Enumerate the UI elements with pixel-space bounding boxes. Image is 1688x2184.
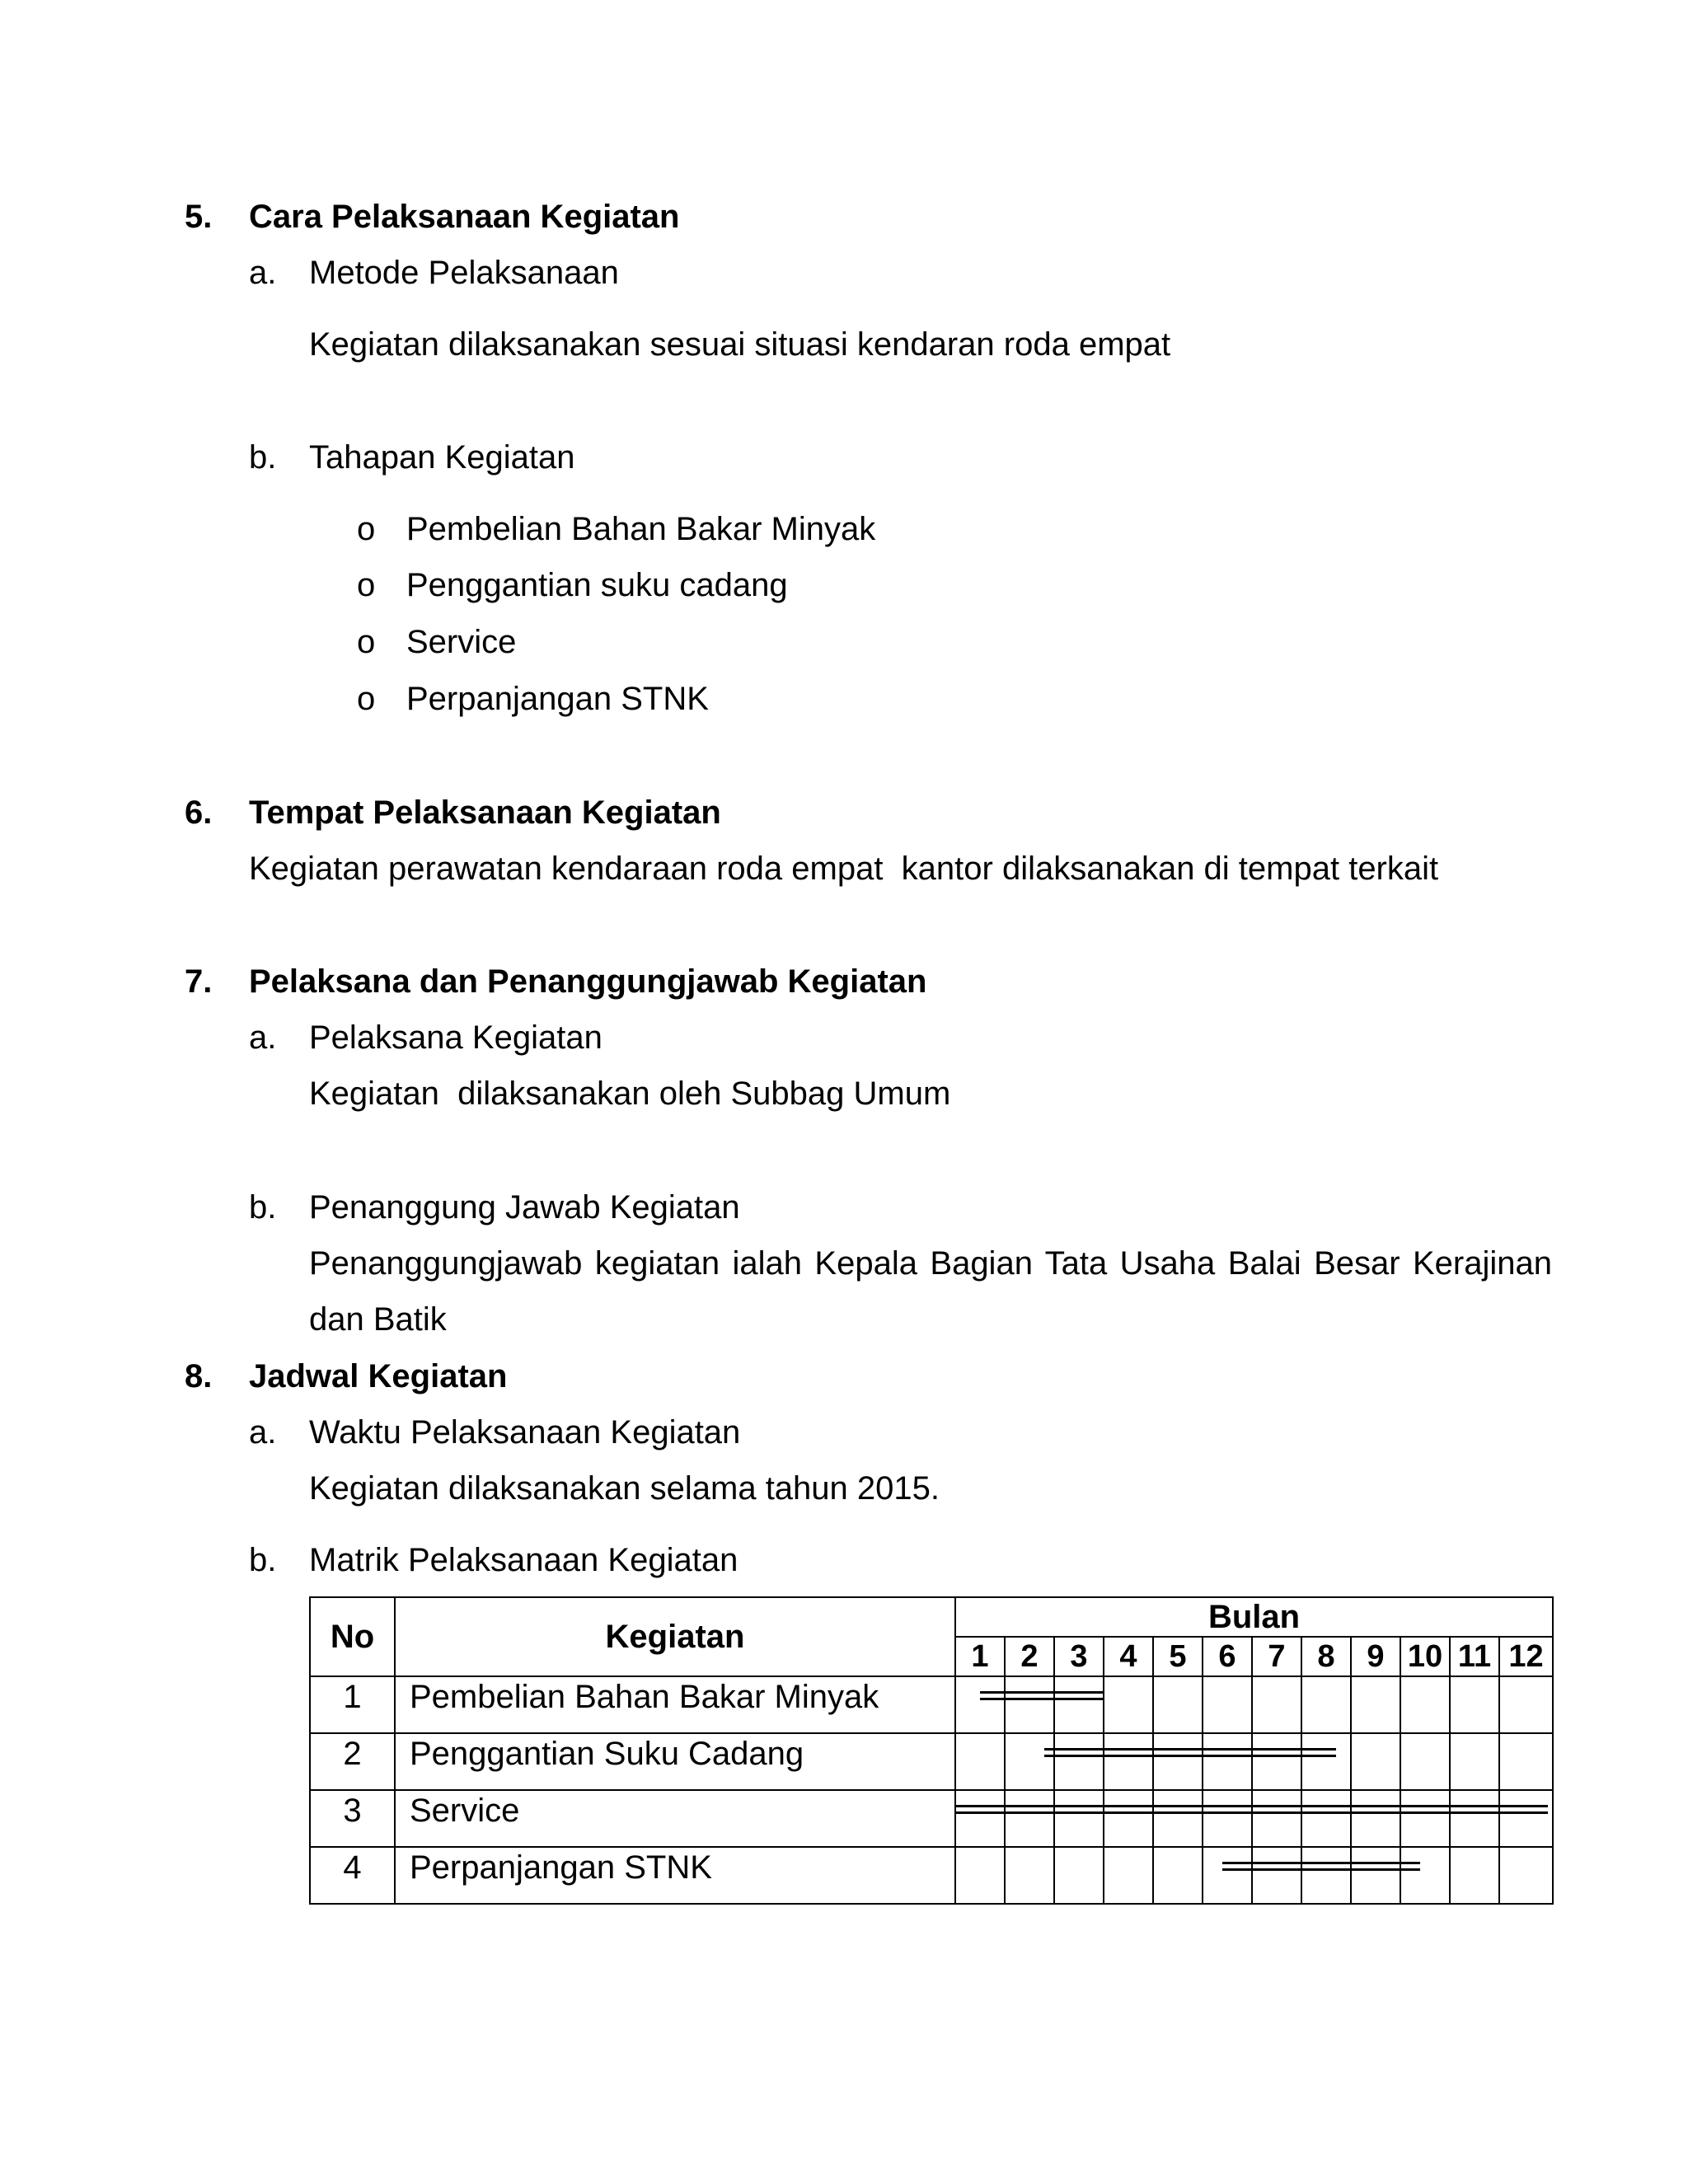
month-8: 8 [1301, 1637, 1351, 1676]
row-no: 2 [310, 1733, 395, 1790]
table-row [310, 1847, 1553, 1904]
s7-b-text-line1: Penanggungjawab kegiatan ialah Kepala Bagian Tata Usaha Balai Besar Kerajinan [309, 1245, 1552, 1282]
table-row [310, 1676, 1553, 1733]
bullet-marker: o [357, 681, 376, 717]
header-bulan: Bulan [955, 1597, 1553, 1637]
s8-a-text: Kegiatan dilaksanakan selama tahun 2015. [309, 1470, 940, 1507]
s6-text: Kegiatan perawatan kendaraan roda empat kantor dilaksanakan di tempat terkait [249, 851, 1439, 887]
s5-a-title: Metode Pelaksanaan [309, 255, 619, 291]
month-4: 4 [1104, 1637, 1153, 1676]
section-7-title: Pelaksana dan Penanggungjawab Kegiatan [249, 963, 927, 1000]
month-9: 9 [1351, 1637, 1400, 1676]
month-5: 5 [1153, 1637, 1203, 1676]
bullet-marker: o [357, 567, 376, 603]
row-no: 4 [310, 1847, 395, 1904]
bullet-marker: o [357, 511, 376, 547]
header-no: No [310, 1597, 395, 1676]
s8-a-letter: a. [249, 1414, 277, 1451]
section-5-number: 5. [185, 199, 213, 235]
schedule-bar-3 [955, 1805, 1548, 1814]
month-6: 6 [1203, 1637, 1252, 1676]
bullet-item-2: Penggantian suku cadang [406, 567, 788, 603]
section-7-number: 7. [185, 963, 213, 1000]
s8-b-title: Matrik Pelaksanaan Kegiatan [309, 1542, 738, 1578]
schedule-bar-4 [1222, 1862, 1420, 1871]
schedule-matrix-table [309, 1596, 1554, 1905]
table-row [310, 1790, 1553, 1847]
schedule-bar-1 [980, 1691, 1104, 1700]
s5-a-text: Kegiatan dilaksanakan sesuai situasi kendaran roda empat [309, 326, 1171, 363]
row-kegiatan: Service [395, 1790, 955, 1847]
s5-b-title: Tahapan Kegiatan [309, 439, 575, 476]
section-6-title: Tempat Pelaksanaan Kegiatan [249, 794, 721, 831]
s7-a-title: Pelaksana Kegiatan [309, 1019, 603, 1056]
s7-a-text: Kegiatan dilaksanakan oleh Subbag Umum [309, 1076, 951, 1112]
row-kegiatan: Penggantian Suku Cadang [395, 1733, 955, 1790]
s7-b-title: Penanggung Jawab Kegiatan [309, 1189, 740, 1226]
row-kegiatan: Perpanjangan STNK [395, 1847, 955, 1904]
section-8-number: 8. [185, 1358, 213, 1394]
s8-b-letter: b. [249, 1542, 277, 1578]
month-11: 11 [1450, 1637, 1499, 1676]
bullet-item-3: Service [406, 624, 517, 660]
bullet-item-1: Pembelian Bahan Bakar Minyak [406, 511, 876, 547]
s7-b-text-line2: dan Batik [309, 1301, 447, 1338]
table-row [310, 1733, 1553, 1790]
s7-b-letter: b. [249, 1189, 277, 1226]
section-5-title: Cara Pelaksanaan Kegiatan [249, 199, 680, 235]
schedule-bar-2 [1044, 1748, 1336, 1757]
s5-a-letter: a. [249, 255, 277, 291]
row-no: 1 [310, 1676, 395, 1733]
month-10: 10 [1400, 1637, 1450, 1676]
s8-a-title: Waktu Pelaksanaan Kegiatan [309, 1414, 741, 1451]
bullet-item-4: Perpanjangan STNK [406, 681, 709, 717]
s7-a-letter: a. [249, 1019, 277, 1056]
month-2: 2 [1005, 1637, 1054, 1676]
month-12: 12 [1499, 1637, 1553, 1676]
section-8-title: Jadwal Kegiatan [249, 1358, 508, 1394]
bullet-marker: o [357, 624, 376, 660]
s5-b-letter: b. [249, 439, 277, 476]
month-7: 7 [1252, 1637, 1301, 1676]
header-kegiatan: Kegiatan [395, 1597, 955, 1676]
row-no: 3 [310, 1790, 395, 1847]
month-1: 1 [955, 1637, 1005, 1676]
row-kegiatan: Pembelian Bahan Bakar Minyak [395, 1676, 955, 1733]
month-3: 3 [1054, 1637, 1104, 1676]
section-6-number: 6. [185, 794, 213, 831]
